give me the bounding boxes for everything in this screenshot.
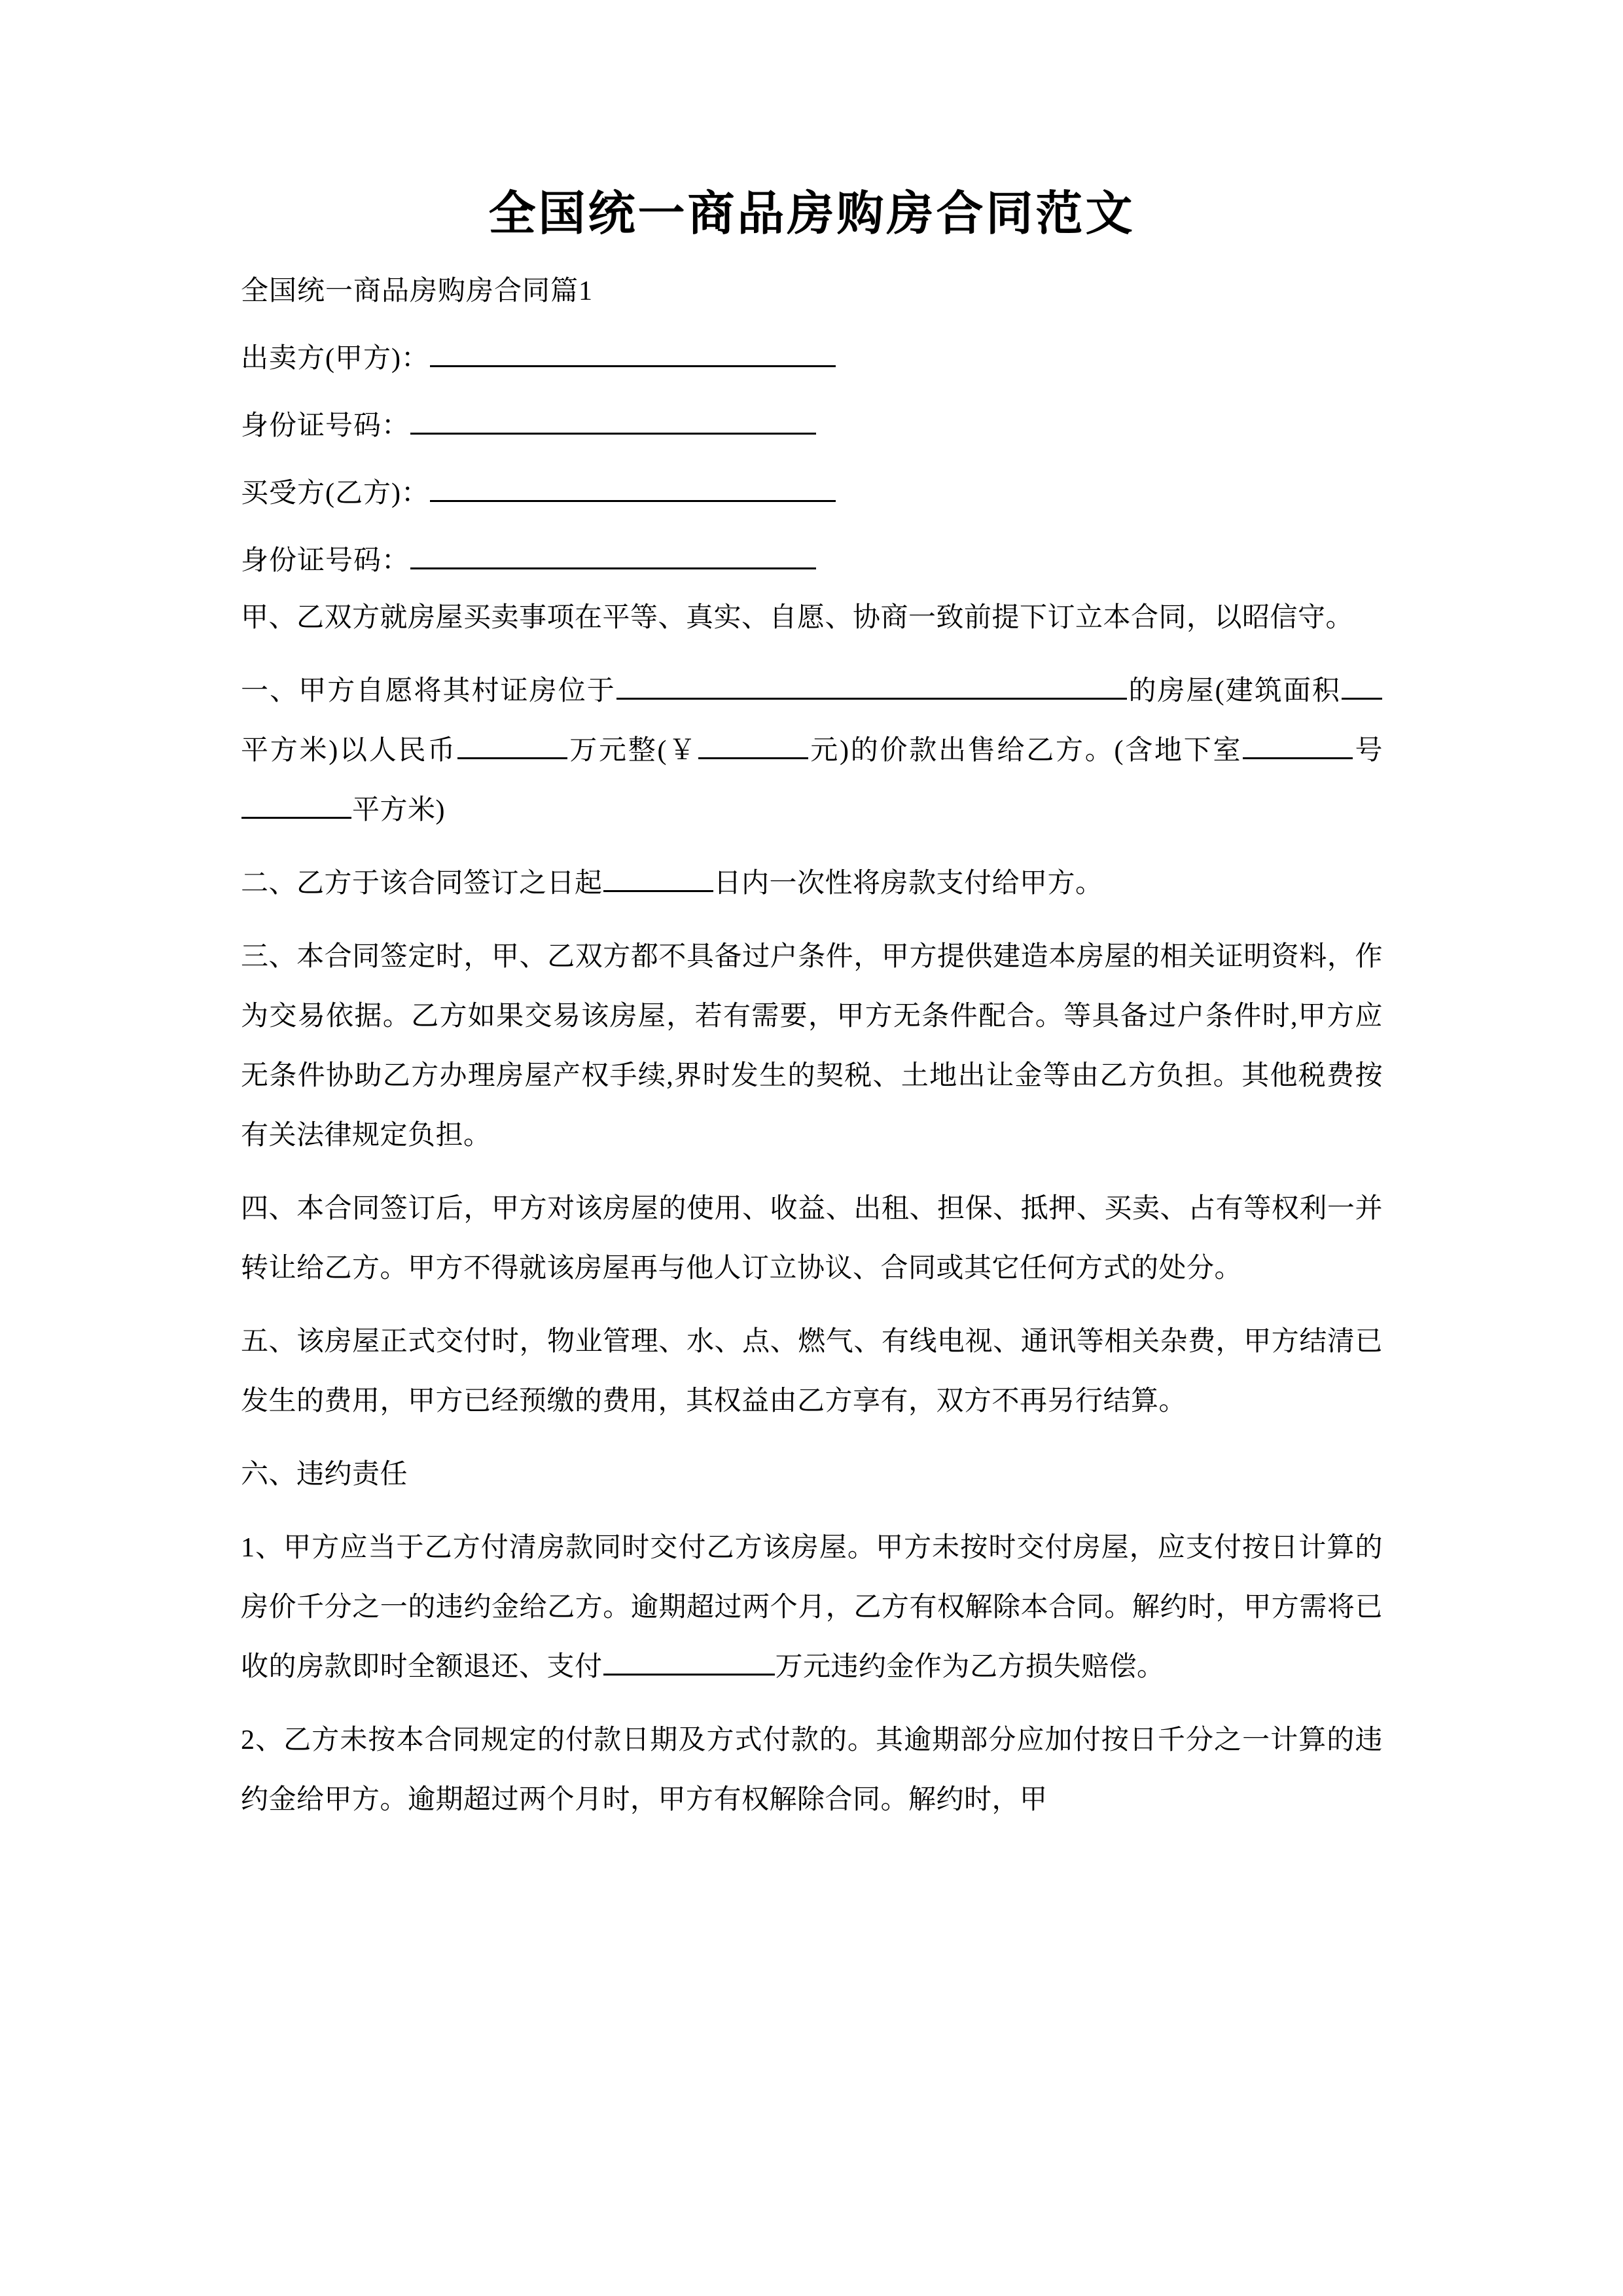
seller-id-field-row	[241, 372, 1383, 440]
clause-1-price-wan-blank	[457, 730, 567, 759]
buyer-field-row	[241, 440, 1383, 507]
document-subtitle: 全国统一商品房购房合同篇1	[241, 276, 594, 306]
clause-2-paragraph	[241, 840, 1383, 914]
clause-1-part-1: 的房屋(建筑面积	[1127, 676, 1341, 706]
clause-5-paragraph: 五、该房屋正式交付时，物业管理、水、点、燃气、有线电视、通讯等相关杂费，甲方结清已发生的费用，甲方已经预缴的费用，其权益由乙方享有，双方不再另行结算。	[241, 1327, 1383, 1416]
clause-1-address-blank	[616, 670, 1127, 700]
buyer-label: 买受方(乙方)：	[241, 478, 429, 509]
seller-field-row	[241, 305, 1383, 372]
clause-1-part-0: 一、甲方自愿将其村证房位于	[241, 676, 616, 706]
clause-1-part-4: 元)的价款出售给乙方。(含地下室	[809, 736, 1243, 766]
clause-1-basement-area-blank	[241, 789, 351, 819]
clause-2-part-0: 二、乙方于该合同签订之日起	[241, 869, 603, 899]
clause-1-basement-no-blank	[1243, 730, 1353, 759]
clause-6-heading: 六、违约责任	[241, 1460, 408, 1490]
buyer-blank	[430, 473, 836, 502]
clause-1-part-3: 万元整(￥	[568, 736, 698, 766]
liability-1-part-1: 万元违约金作为乙方损失赔偿。	[775, 1652, 1165, 1682]
clause-2-part-1: 日内一次性将房款支付给甲方。	[713, 869, 1103, 899]
clause-1-price-yuan-blank	[698, 730, 808, 759]
liability-1-paragraph	[241, 1505, 1383, 1697]
seller-id-label: 身份证号码：	[241, 411, 410, 441]
clause-1-area-blank	[1342, 670, 1382, 700]
preamble-paragraph: 甲、乙双方就房屋买卖事项在平等、真实、自愿、协商一致前提下订立本合同，以昭信守。	[241, 603, 1354, 633]
liability-1-part-0: 1、甲方应当于乙方付清房款同时交付乙方该房屋。甲方未按时交付房屋，应支付按日计算的房价千分之一的违约金给乙方。逾期超过两个月，乙方有权解除本合同。解约时，甲方需将已收的房款即时全额退还、支付	[241, 1533, 1383, 1682]
buyer-id-label: 身份证号码：	[241, 546, 410, 576]
clause-3-paragraph: 三、本合同签定时，甲、乙双方都不具备过户条件，甲方提供建造本房屋的相关证明资料，作为交易依据。乙方如果交易该房屋，若有需要，甲方无条件配合。等具备过户条件时,甲方应无条件协助乙方办理房屋产权手续,界时发生的契税、土地出让金等由乙方负担。其他税费按有关法律规定负担。	[241, 942, 1383, 1151]
liability-2-paragraph: 2、乙方未按本合同规定的付款日期及方式付款的。其逾期部分应加付按日千分之一计算的违约金给甲方。逾期超过两个月时，甲方有权解除合同。解约时，甲	[241, 1725, 1383, 1815]
clause-1-part-2: 平方米)以人民币	[241, 736, 457, 766]
buyer-id-blank	[410, 540, 816, 569]
buyer-id-field-row	[241, 507, 1383, 575]
clause-1-part-5: 号	[1353, 736, 1383, 766]
clause-1-paragraph	[241, 648, 1383, 840]
seller-blank	[430, 338, 836, 367]
seller-id-blank	[410, 405, 816, 435]
clause-1-part-6: 平方米)	[352, 795, 445, 825]
page-title: 全国统一商品房购房合同范文	[488, 188, 1135, 240]
clause-2-days-blank	[603, 863, 713, 892]
document-content	[241, 0, 1383, 1830]
seller-label: 出卖方(甲方)：	[241, 344, 429, 374]
liability-1-penalty-blank	[603, 1646, 775, 1676]
clause-4-paragraph: 四、本合同签订后，甲方对该房屋的使用、收益、出租、担保、抵押、买卖、占有等权利一并转让给乙方。甲方不得就该房屋再与他人订立协议、合同或其它任何方式的处分。	[241, 1194, 1383, 1283]
